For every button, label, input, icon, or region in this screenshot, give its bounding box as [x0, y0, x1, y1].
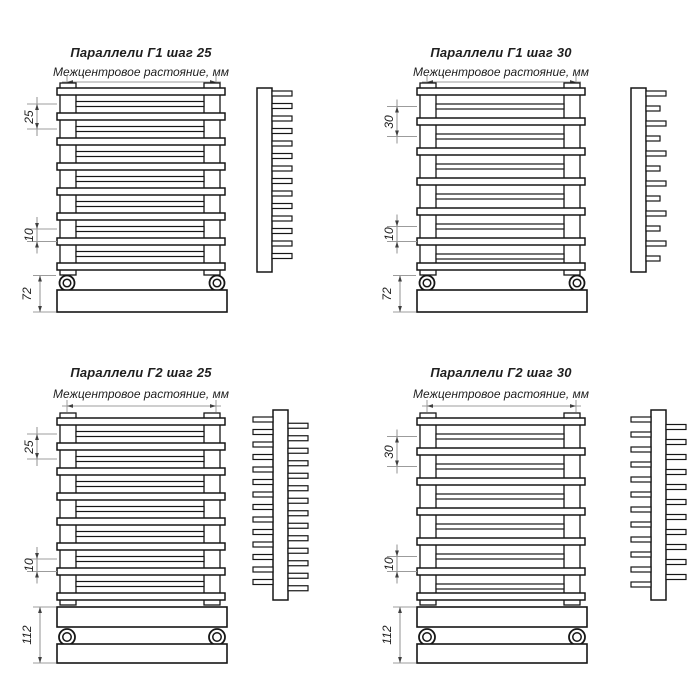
drawing-3-subtitle: Межцентровое растояние, мм [53, 387, 229, 401]
drawing-1-step-dim-label: 25 [22, 109, 36, 124]
drawing-3-depth-dim-label: 112 [20, 625, 34, 645]
drawing-3-step-dim-label: 25 [22, 439, 36, 454]
drawing-1-subtitle: Межцентровое растояние, мм [53, 65, 229, 79]
drawing-4-depth-dim-label: 112 [380, 625, 394, 645]
drawing-2-title: Параллели Г1 шаг 30 [430, 45, 572, 60]
drawing-4-step-dim-label: 30 [382, 444, 396, 459]
drawing-4-subtitle: Межцентровое растояние, мм [413, 387, 589, 401]
drawing-2-subtitle: Межцентровое растояние, мм [413, 65, 589, 79]
drawing-2-step-dim-label: 30 [382, 114, 396, 129]
drawing-4-title: Параллели Г2 шаг 30 [430, 365, 572, 380]
drawing-1-title: Параллели Г1 шаг 25 [70, 45, 212, 60]
drawing-4-offset-dim-label: 10 [382, 557, 396, 571]
quadrant-1-drawing [27, 76, 292, 312]
drawing-1-offset-dim-label: 10 [22, 228, 36, 242]
drawing-3-title: Параллели Г2 шаг 25 [70, 365, 212, 380]
drawing-3-offset-dim-label: 10 [22, 558, 36, 572]
quadrant-3-drawing [27, 400, 308, 663]
drawing-1-depth-dim-label: 72 [20, 287, 34, 301]
quadrant-2-drawing [387, 76, 666, 312]
drawing-2-depth-dim-label: 72 [380, 287, 394, 301]
quadrant-4-drawing [387, 400, 686, 663]
drawing-2-offset-dim-label: 10 [382, 227, 396, 241]
